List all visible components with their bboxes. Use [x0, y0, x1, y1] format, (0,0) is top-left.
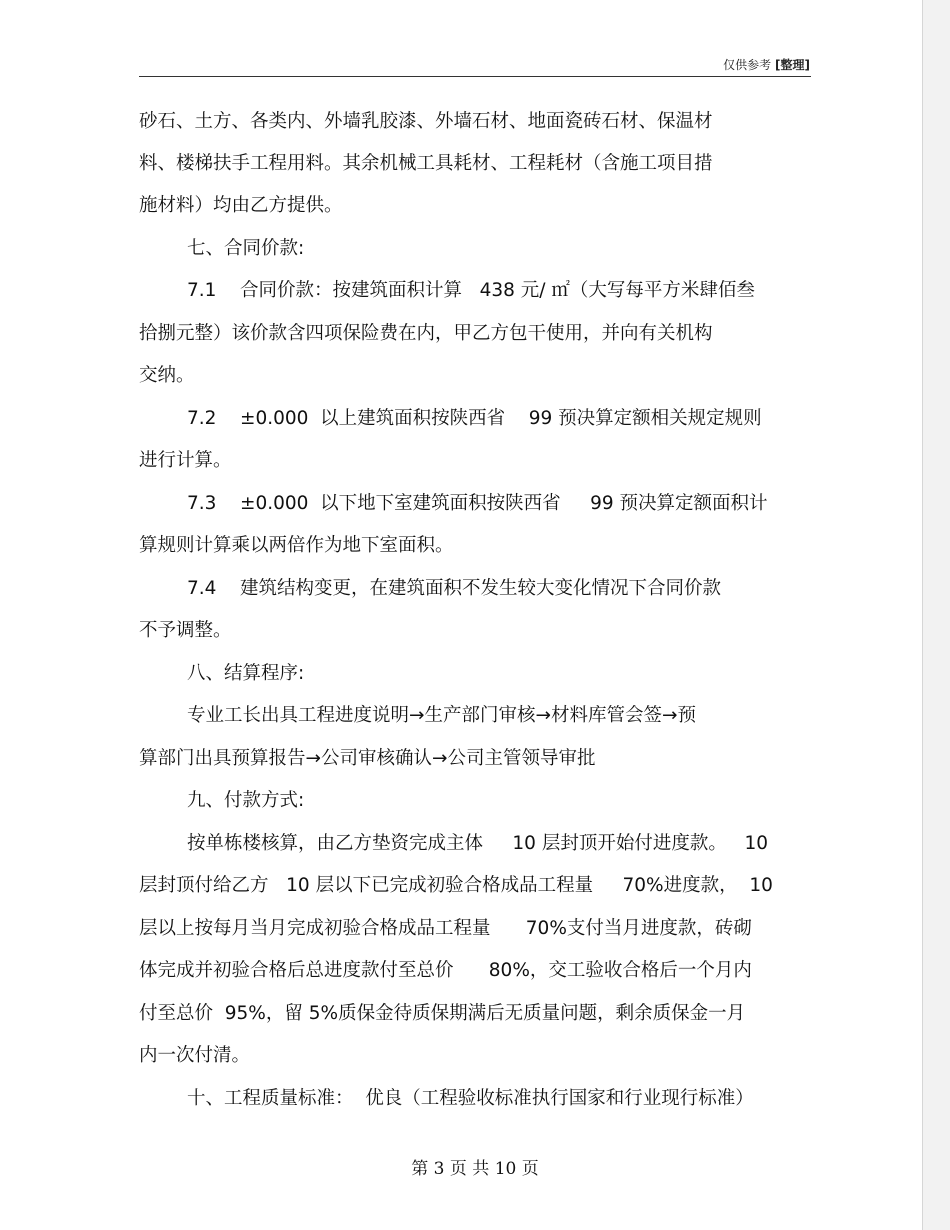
body-line: 算部门出具预算报告→公司审核确认→公司主管领导审批 — [139, 748, 596, 769]
page-footer: 第 3 页 共 10 页 — [411, 1159, 539, 1179]
body-line: 算规则计算乘以两倍作为地下室面积。 — [139, 535, 454, 556]
body-line: 体完成并初验合格后总进度款付至总价 80%，交工验收合格后一个月内 — [139, 960, 752, 981]
header-prefix: 仅供参考 — [723, 58, 772, 72]
body-line: 层封顶付给乙方 10 层以下已完成初验合格成品工程量 70%进度款， 10 — [139, 875, 773, 896]
body-line: 付至总价 95%，留 5%质保金待质保期满后无质量问题，剩余质保金一月 — [139, 1003, 746, 1024]
body-line: 层以上按每月当月完成初验合格成品工程量 70%支付当月进度款，砖砌 — [139, 918, 752, 939]
page-header — [723, 56, 810, 73]
header-tag: [整理] — [775, 58, 810, 72]
body-line: 进行计算。 — [139, 450, 232, 471]
body-line: 不予调整。 — [139, 620, 232, 641]
body-line: 专业工长出具工程进度说明→生产部门审核→材料库管会签→预 — [187, 705, 697, 726]
body-line: 料、楼梯扶手工程用料。其余机械工具耗材、工程耗材（含施工项目措 — [139, 153, 713, 174]
body-line: 按单栋楼核算，由乙方垫资完成主体 10 层封顶开始付进度款。 10 — [187, 833, 769, 854]
section-heading-10: 十、工程质量标准： 优良（工程验收标准执行国家和行业现行标准） — [187, 1088, 754, 1109]
body-line: 砂石、土方、各类内、外墙乳胶漆、外墙石材、地面瓷砖石材、保温材 — [139, 111, 713, 132]
body-line: 7.2 ±0.000 以上建筑面积按陕西省 99 预决算定额相关规定规则 — [187, 408, 762, 429]
section-heading-9: 九、付款方式: — [187, 790, 305, 811]
section-heading-7: 七、合同价款: — [187, 238, 305, 259]
body-line: 7.3 ±0.000 以下地下室建筑面积按陕西省 99 预决算定额面积计 — [187, 493, 768, 514]
body-line: 7.1 合同价款：按建筑面积计算 438 元/ ㎡（大写每平方米肆佰叁 — [187, 280, 755, 301]
body-line: 交纳。 — [139, 365, 195, 386]
header-divider — [139, 76, 811, 77]
body-line: 内一次付清。 — [139, 1045, 251, 1066]
body-line: 拾捌元整）该价款含四项保险费在内，甲乙方包干使用，并向有关机构 — [139, 323, 713, 344]
section-heading-8: 八、结算程序: — [187, 663, 305, 684]
body-line: 施材料）均由乙方提供。 — [139, 195, 343, 216]
body-line: 7.4 建筑结构变更，在建筑面积不发生较大变化情况下合同价款 — [187, 578, 721, 599]
